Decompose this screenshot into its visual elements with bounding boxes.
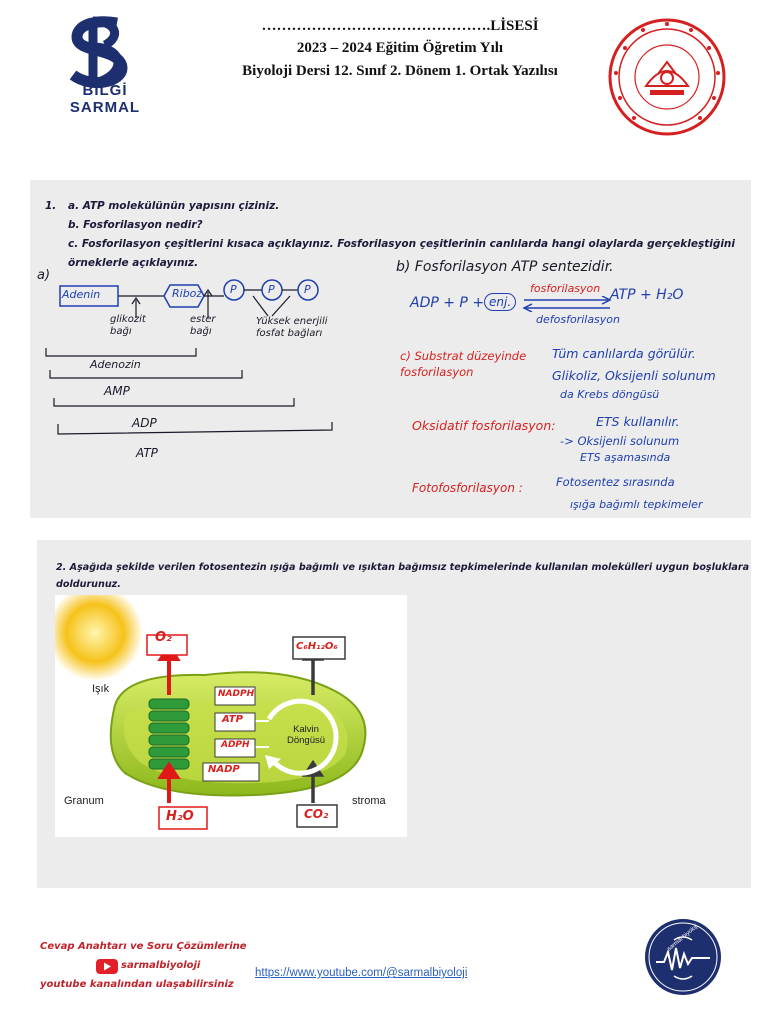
year-line: 2023 – 2024 Eğitim Öğretim Yılı bbox=[296, 40, 504, 56]
ans-b-backward-label: defosforilasyon bbox=[536, 313, 621, 326]
q1-a: a. ATP molekülünün yapısını çiziniz. bbox=[68, 200, 280, 212]
kalvin-line1: Kalvin bbox=[293, 724, 319, 735]
photo-desc-1: Fotosentez sırasında bbox=[556, 475, 675, 489]
adenin-label: Adenin bbox=[62, 288, 101, 301]
photophosphorylation-label: Fotofosforilasyon : bbox=[412, 481, 523, 495]
badge-text: sarmal biyoloji bbox=[666, 923, 700, 953]
substrat-desc-3: da Krebs döngüsü bbox=[560, 388, 660, 401]
substrat-desc-2: Glikoliz, Oksijenli solunum bbox=[552, 368, 716, 383]
oxidative-label: Oksidatif fosforilasyon: bbox=[412, 418, 556, 433]
school-line: ……………………………………….LİSESİ bbox=[261, 18, 539, 34]
q1-c-line2: örneklerle açıklayınız. bbox=[68, 257, 199, 269]
oxidative-desc-3: ETS aşamasında bbox=[580, 451, 671, 464]
o2-answer: O₂ bbox=[155, 630, 172, 645]
co2-answer: CO₂ bbox=[304, 807, 329, 821]
nadp-answer: NADP bbox=[208, 764, 240, 775]
high-energy-bond-label: Yüksek enerjili fosfat bağları bbox=[256, 316, 328, 339]
photo-desc-2: ışığa bağımlı tepkimeler bbox=[570, 498, 703, 511]
phosphate-3: P bbox=[304, 283, 311, 296]
amp-label: AMP bbox=[104, 384, 130, 398]
q1-b: b. Fosforilasyon nedir? bbox=[68, 219, 203, 231]
ans-b-products: ATP + H₂O bbox=[610, 287, 684, 303]
footer-channel: sarmalbiyoloji bbox=[121, 960, 201, 971]
riboz-label: Riboz bbox=[172, 287, 203, 300]
logo-text: BİLGİ SARMAL bbox=[69, 82, 141, 116]
youtube-link[interactable]: https://www.youtube.com/@sarmalbiyoloji bbox=[255, 967, 468, 979]
granum-label: Granum bbox=[64, 795, 104, 807]
meb-seal bbox=[606, 18, 728, 136]
ans-a-label: a) bbox=[37, 268, 51, 283]
sarmal-biyoloji-badge bbox=[644, 918, 722, 996]
footer-line3: youtube kanalından ulaşabilirsiniz bbox=[40, 979, 234, 990]
exam-title: Biyoloji Dersi 12. Sınıf 2. Dönem 1. Ortak Yazılısı bbox=[242, 63, 558, 79]
substrat-desc-1: Tüm canlılarda görülür. bbox=[552, 346, 696, 361]
atp-answer: ATP bbox=[222, 714, 243, 725]
adp-label: ADP bbox=[132, 416, 157, 430]
atp-label: ATP bbox=[136, 446, 158, 460]
adp-answer: ADPH bbox=[221, 740, 250, 750]
q2-text-line1: 2. Aşağıda şekilde verilen fotosentezin ışığa bağımlı ve ışıktan bağımsız tepkimelerinde kullanılan molekülleri uygun boşluklara bbox=[56, 562, 750, 573]
adenozin-label: Adenozin bbox=[90, 358, 141, 371]
stroma-label: stroma bbox=[352, 795, 386, 807]
ester-bond-label: ester bağı bbox=[190, 314, 216, 337]
oxidative-desc-1: ETS kullanılır. bbox=[596, 414, 680, 429]
substrat-level-label: c) Substrat düzeyinde fosforilasyon bbox=[400, 349, 527, 379]
ans-b-energy: enj. bbox=[484, 293, 516, 311]
glucose-answer: C₆H₁₂O₆ bbox=[296, 641, 338, 652]
youtube-icon bbox=[96, 959, 118, 974]
ans-b-reactants: ADP + P + bbox=[410, 295, 485, 311]
glikozit-bond-label: glikozit bağı bbox=[110, 314, 146, 337]
isik-label: Işık bbox=[92, 683, 110, 695]
reversible-arrow-icon bbox=[522, 296, 612, 312]
footer-line1: Cevap Anahtarı ve Soru Çözümlerine bbox=[40, 941, 247, 952]
kalvin-label bbox=[286, 724, 326, 746]
ans-b-label: b) Fosforilasyon ATP sentezidir. bbox=[396, 259, 614, 275]
q1-c-line1: c. Fosforilasyon çeşitlerini kısaca açıklayınız. Fosforilasyon çeşitlerinin canlılarda hangi olaylarda gerçekleştiğini bbox=[68, 238, 736, 250]
q2-text-line2: doldurunuz. bbox=[56, 579, 121, 590]
kalvin-line2: Döngüsü bbox=[286, 735, 326, 746]
phosphate-2: P bbox=[268, 283, 275, 296]
phosphate-1: P bbox=[230, 283, 237, 296]
h2o-answer: H₂O bbox=[166, 809, 194, 824]
nadph-answer: NADPH bbox=[218, 689, 255, 699]
ans-b-forward-label: fosforilasyon bbox=[530, 282, 601, 295]
oxidative-desc-2: -> Oksijenli solunum bbox=[560, 434, 680, 448]
q1-number: 1. bbox=[45, 200, 57, 212]
